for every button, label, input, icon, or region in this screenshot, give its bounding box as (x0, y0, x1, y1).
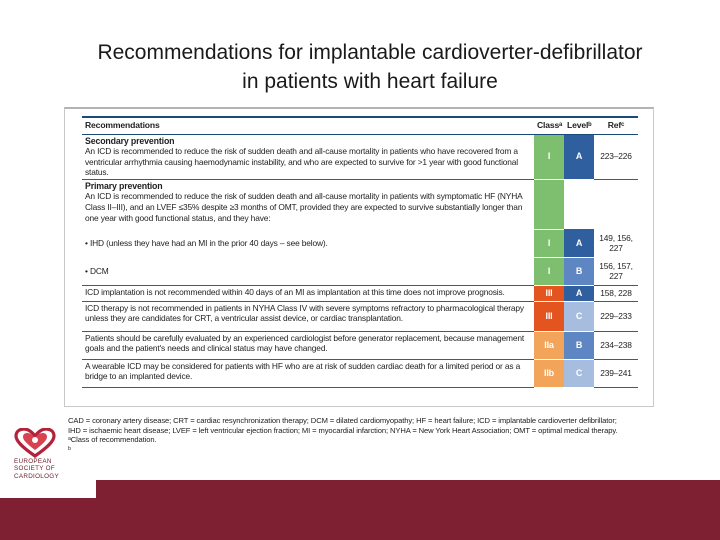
ref-cell: 156, 157, 227 (594, 257, 638, 285)
dcm-text: • DCM (82, 257, 534, 285)
class-badge: IIa (534, 331, 564, 359)
level-badge: B (564, 331, 594, 359)
slide-title (20, 38, 720, 96)
table-row-dcm (82, 257, 638, 285)
ref-cell: 223–226 (594, 134, 638, 179)
table-row-wearable-icd (82, 359, 638, 387)
header-recommendations: Recommendations (82, 117, 534, 134)
level-badge: A (564, 134, 594, 179)
class-badge: III (534, 285, 564, 301)
row-text: ICD implantation is not recommended within 40 days of an MI as implantation at this time does not improve prognosis. (82, 285, 534, 301)
primary-prevention-intro: An ICD is recommended to reduce the risk of sudden death and all-cause mortality in patients with symptomatic HF (NYHA Class II–III), and an LVEF ≤35% despite ≥3 months of OMT, provided they are expected to survive substantially longer than one year with good functional status, and they have: (85, 191, 523, 223)
class-badge: I (534, 134, 564, 179)
ref-empty-cell (594, 179, 638, 229)
class-badge-empty (534, 179, 564, 229)
ihd-text: • IHD (unless they have had an MI in the prior 40 days – see below). (85, 238, 328, 249)
class-badge: I (534, 257, 564, 285)
title-line-2: in patients with heart failure (242, 70, 498, 93)
ref-cell: 234–238 (594, 331, 638, 359)
footnote-line-4: ᵇ (68, 444, 71, 454)
footer-band (0, 480, 720, 540)
level-empty-cell (564, 179, 594, 229)
ref-cell: 229–233 (594, 301, 638, 331)
level-badge: C (564, 301, 594, 331)
footnote-line-1: CAD = coronary artery disease; CRT = cardiac resynchronization therapy; DCM = dilated cardiomyopathy; HF = heart failure; ICD = implantable cardioverter defibrillator; (68, 416, 617, 425)
table-row-secondary-prevention (82, 134, 638, 179)
row-text: ICD therapy is not recommended in patients in NYHA Class IV with severe symptoms refractory to pharmacological therapy unless they are candidates for CRT, a ventricular assist device, or cardiac transplantation. (82, 301, 534, 331)
class-badge: IIb (534, 359, 564, 387)
footnote-line-3: ᵃClass of recommendation. (68, 435, 157, 445)
row-text: A wearable ICD may be considered for patients with HF who are at risk of sudden cardiac death for a limited period or as a bridge to an implanted device. (82, 359, 534, 387)
esc-heart-logo-icon (12, 428, 58, 458)
header-class: Classᵃ (534, 117, 564, 134)
level-badge: B (564, 257, 594, 285)
secondary-prevention-text: An ICD is recommended to reduce the risk of sudden death and all-cause mortality in patients who have recovered from a ventricular arrhythmia causing haemodynamic instability, and who are expected to survive for >1 year with good functional status. (85, 146, 519, 178)
footer-logo-notch (0, 480, 96, 498)
title-line-1: Recommendations for implantable cardioverter-defibrillator (97, 41, 643, 64)
level-badge: A (564, 229, 594, 257)
level-badge: A (564, 285, 594, 301)
primary-prevention-heading: Primary prevention (85, 180, 163, 191)
ref-cell: 239–241 (594, 359, 638, 387)
abbreviations-footnote (68, 416, 668, 454)
logo-line-2: SOCIETY OF (14, 465, 56, 473)
header-level: Levelᵇ (564, 117, 594, 134)
footnote-line-2: IHD = ischaemic heart disease; LVEF = left ventricular ejection fraction; MI = myocardial infarction; NYHA = New York Heart Association; OMT = optimal medical therapy. (68, 425, 618, 435)
logo-line-1: EUROPEAN (14, 458, 52, 465)
recommendations-table (82, 116, 638, 388)
header-ref: Refᶜ (594, 117, 638, 134)
table-row-icd-40-days (82, 285, 638, 301)
level-badge: C (564, 359, 594, 387)
esc-logo (8, 428, 68, 480)
class-badge: I (534, 229, 564, 257)
ref-cell: 158, 228 (594, 285, 638, 301)
row-text: Patients should be carefully evaluated by an experienced cardiologist before generator replacement, because management goals and the patient's needs and clinical status may have changed. (82, 331, 534, 359)
logo-line-3: CARDIOLOGY (14, 472, 59, 480)
table-row-generator-replacement (82, 331, 638, 359)
secondary-prevention-cell (82, 134, 534, 179)
table-header-row (82, 117, 638, 134)
table-row-nyha-class-iv (82, 301, 638, 331)
class-badge: III (534, 301, 564, 331)
table-row-ihd (82, 229, 638, 257)
table-row-primary-prevention (82, 179, 638, 229)
ref-cell: 149, 156, 227 (599, 232, 633, 254)
secondary-prevention-heading: Secondary prevention (85, 135, 175, 146)
primary-prevention-cell (82, 179, 534, 229)
